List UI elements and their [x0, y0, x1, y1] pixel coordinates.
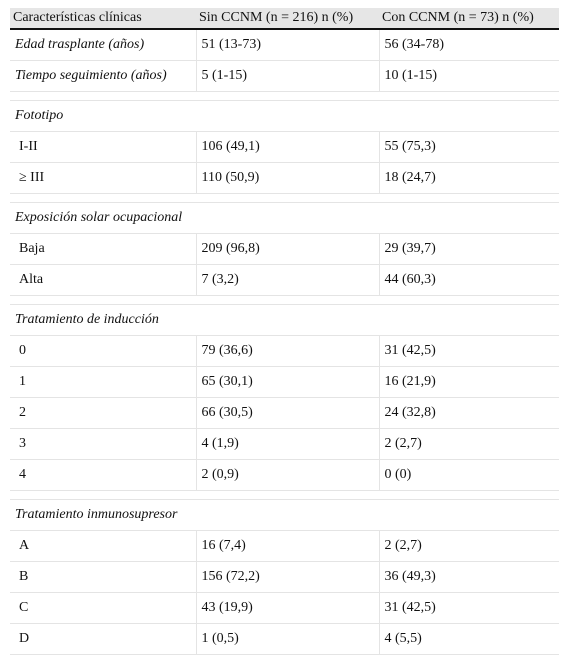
value-with-ccnm: 4 (5,5) — [379, 624, 559, 655]
table-row — [10, 265, 559, 296]
spacer-cell — [10, 194, 559, 203]
section-heading: Tratamiento de inducción — [10, 305, 559, 336]
value-without-ccnm: 66 (30,5) — [196, 398, 379, 429]
value-without-ccnm: 7 (3,2) — [196, 265, 379, 296]
row-label: Tiempo seguimiento (años) — [10, 61, 196, 92]
row-label: I-II — [10, 132, 196, 163]
value-without-ccnm: 43 (19,9) — [196, 593, 379, 624]
table-row — [10, 429, 559, 460]
table-row — [10, 336, 559, 367]
section-row — [10, 101, 559, 132]
spacer-row — [10, 296, 559, 305]
value-without-ccnm: 156 (72,2) — [196, 562, 379, 593]
value-with-ccnm: 0 (0) — [379, 460, 559, 491]
section-row — [10, 305, 559, 336]
clinical-characteristics-table — [10, 8, 559, 655]
header-characteristics: Características clínicas — [10, 8, 196, 29]
header-row — [10, 8, 559, 29]
value-with-ccnm: 29 (39,7) — [379, 234, 559, 265]
spacer-row — [10, 491, 559, 500]
section-heading: Fototipo — [10, 101, 559, 132]
table-row — [10, 398, 559, 429]
table-row — [10, 531, 559, 562]
value-with-ccnm: 18 (24,7) — [379, 163, 559, 194]
row-label: A — [10, 531, 196, 562]
section-row — [10, 500, 559, 531]
table-row — [10, 163, 559, 194]
header-without-ccnm: Sin CCNM (n = 216) n (%) — [196, 8, 379, 29]
value-with-ccnm: 56 (34-78) — [379, 29, 559, 61]
value-with-ccnm: 36 (49,3) — [379, 562, 559, 593]
spacer-cell — [10, 296, 559, 305]
row-label: 1 — [10, 367, 196, 398]
row-label: Edad trasplante (años) — [10, 29, 196, 61]
value-with-ccnm: 44 (60,3) — [379, 265, 559, 296]
value-without-ccnm: 65 (30,1) — [196, 367, 379, 398]
row-label: 0 — [10, 336, 196, 367]
table-header — [10, 8, 559, 29]
table-row — [10, 562, 559, 593]
value-with-ccnm: 2 (2,7) — [379, 531, 559, 562]
table-body — [10, 29, 559, 655]
row-label: 2 — [10, 398, 196, 429]
spacer-row — [10, 194, 559, 203]
table-row — [10, 29, 559, 61]
value-without-ccnm: 110 (50,9) — [196, 163, 379, 194]
value-without-ccnm: 1 (0,5) — [196, 624, 379, 655]
value-with-ccnm: 31 (42,5) — [379, 336, 559, 367]
value-without-ccnm: 106 (49,1) — [196, 132, 379, 163]
table-row — [10, 624, 559, 655]
table-row — [10, 460, 559, 491]
row-label: C — [10, 593, 196, 624]
section-row — [10, 203, 559, 234]
value-without-ccnm: 16 (7,4) — [196, 531, 379, 562]
row-label: D — [10, 624, 196, 655]
spacer-cell — [10, 92, 559, 101]
row-label: 4 — [10, 460, 196, 491]
value-without-ccnm: 209 (96,8) — [196, 234, 379, 265]
value-without-ccnm: 4 (1,9) — [196, 429, 379, 460]
value-with-ccnm: 31 (42,5) — [379, 593, 559, 624]
section-heading: Tratamiento inmunosupresor — [10, 500, 559, 531]
value-with-ccnm: 55 (75,3) — [379, 132, 559, 163]
table-row — [10, 593, 559, 624]
row-label: Baja — [10, 234, 196, 265]
value-without-ccnm: 5 (1-15) — [196, 61, 379, 92]
section-heading: Exposición solar ocupacional — [10, 203, 559, 234]
table-row — [10, 132, 559, 163]
row-label: 3 — [10, 429, 196, 460]
table-row — [10, 234, 559, 265]
value-with-ccnm: 2 (2,7) — [379, 429, 559, 460]
value-without-ccnm: 2 (0,9) — [196, 460, 379, 491]
value-with-ccnm: 10 (1-15) — [379, 61, 559, 92]
spacer-row — [10, 92, 559, 101]
row-label: ≥ III — [10, 163, 196, 194]
value-with-ccnm: 24 (32,8) — [379, 398, 559, 429]
table-row — [10, 61, 559, 92]
value-without-ccnm: 51 (13-73) — [196, 29, 379, 61]
row-label: B — [10, 562, 196, 593]
value-without-ccnm: 79 (36,6) — [196, 336, 379, 367]
value-with-ccnm: 16 (21,9) — [379, 367, 559, 398]
row-label: Alta — [10, 265, 196, 296]
header-with-ccnm: Con CCNM (n = 73) n (%) — [379, 8, 559, 29]
spacer-cell — [10, 491, 559, 500]
table-row — [10, 367, 559, 398]
